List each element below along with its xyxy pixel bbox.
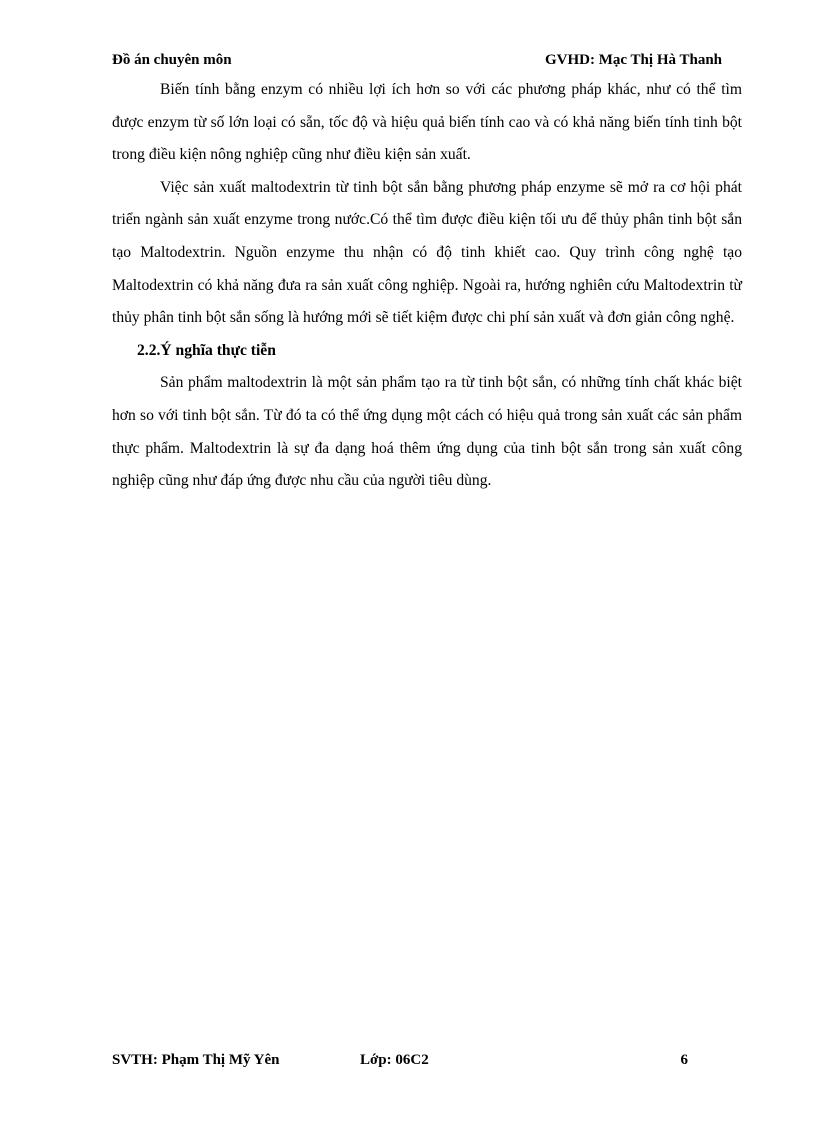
- page-header: [112, 52, 722, 72]
- class-label: Lớp: 06C2: [360, 1052, 429, 1068]
- page-number: 6: [680, 1052, 688, 1068]
- student-label: SVTH: Phạm Thị Mỹ Yên: [112, 1052, 280, 1068]
- supervisor-label: GVHD: Mạc Thị Hà Thanh: [545, 52, 722, 68]
- document-title: Đồ án chuyên môn: [112, 52, 232, 68]
- page-footer: [112, 1052, 692, 1072]
- document-body: [112, 74, 742, 498]
- paragraph-maltodextrin-production: Việc sản xuất maltodextrin từ tinh bột sắn bằng phương pháp enzyme sẽ mở ra cơ hội phát triển ngành sản xuất enzyme trong nước.Có thể tìm được điều kiện tối ưu để thủy phân tinh bột sắn tạo Maltodextrin. Nguồn enzyme thu nhận có độ tinh khiết cao. Quy trình công nghệ tạo Maltodextrin có khả năng đưa ra sản xuất công nghiệp. Ngoài ra, hướng nghiên cứu Maltodextrin từ thủy phân tinh bột sắn sống là hướng mới sẽ tiết kiệm được chi phí sản xuất và đơn giản công nghệ.: [112, 178, 742, 327]
- paragraph-practical-significance: Sản phẩm maltodextrin là một sản phẩm tạo ra từ tinh bột sắn, có những tính chất khác biệt hơn so với tinh bột sắn. Từ đó ta có thể ứng dụng một cách có hiệu quả trong sản xuất các sản phẩm thực phẩm. Maltodextrin là sự đa dạng hoá thêm ứng dụng của tinh bột sắn trong sản xuất công nghiệp cũng như đáp ứng được nhu cầu của người tiêu dùng.: [112, 374, 742, 490]
- section-heading-practical-significance: 2.2.Ý nghĩa thực tiễn: [137, 341, 276, 359]
- paragraph-enzyme-benefits: Biến tính bằng enzym có nhiều lợi ích hơn so với các phương pháp khác, như có thể tìm được enzym từ số lớn loại có sẵn, tốc độ và hiệu quả biến tính cao và có khả năng biến tính tinh bột trong điều kiện nông nghiệp cũng như điều kiện sản xuất.: [112, 81, 742, 164]
